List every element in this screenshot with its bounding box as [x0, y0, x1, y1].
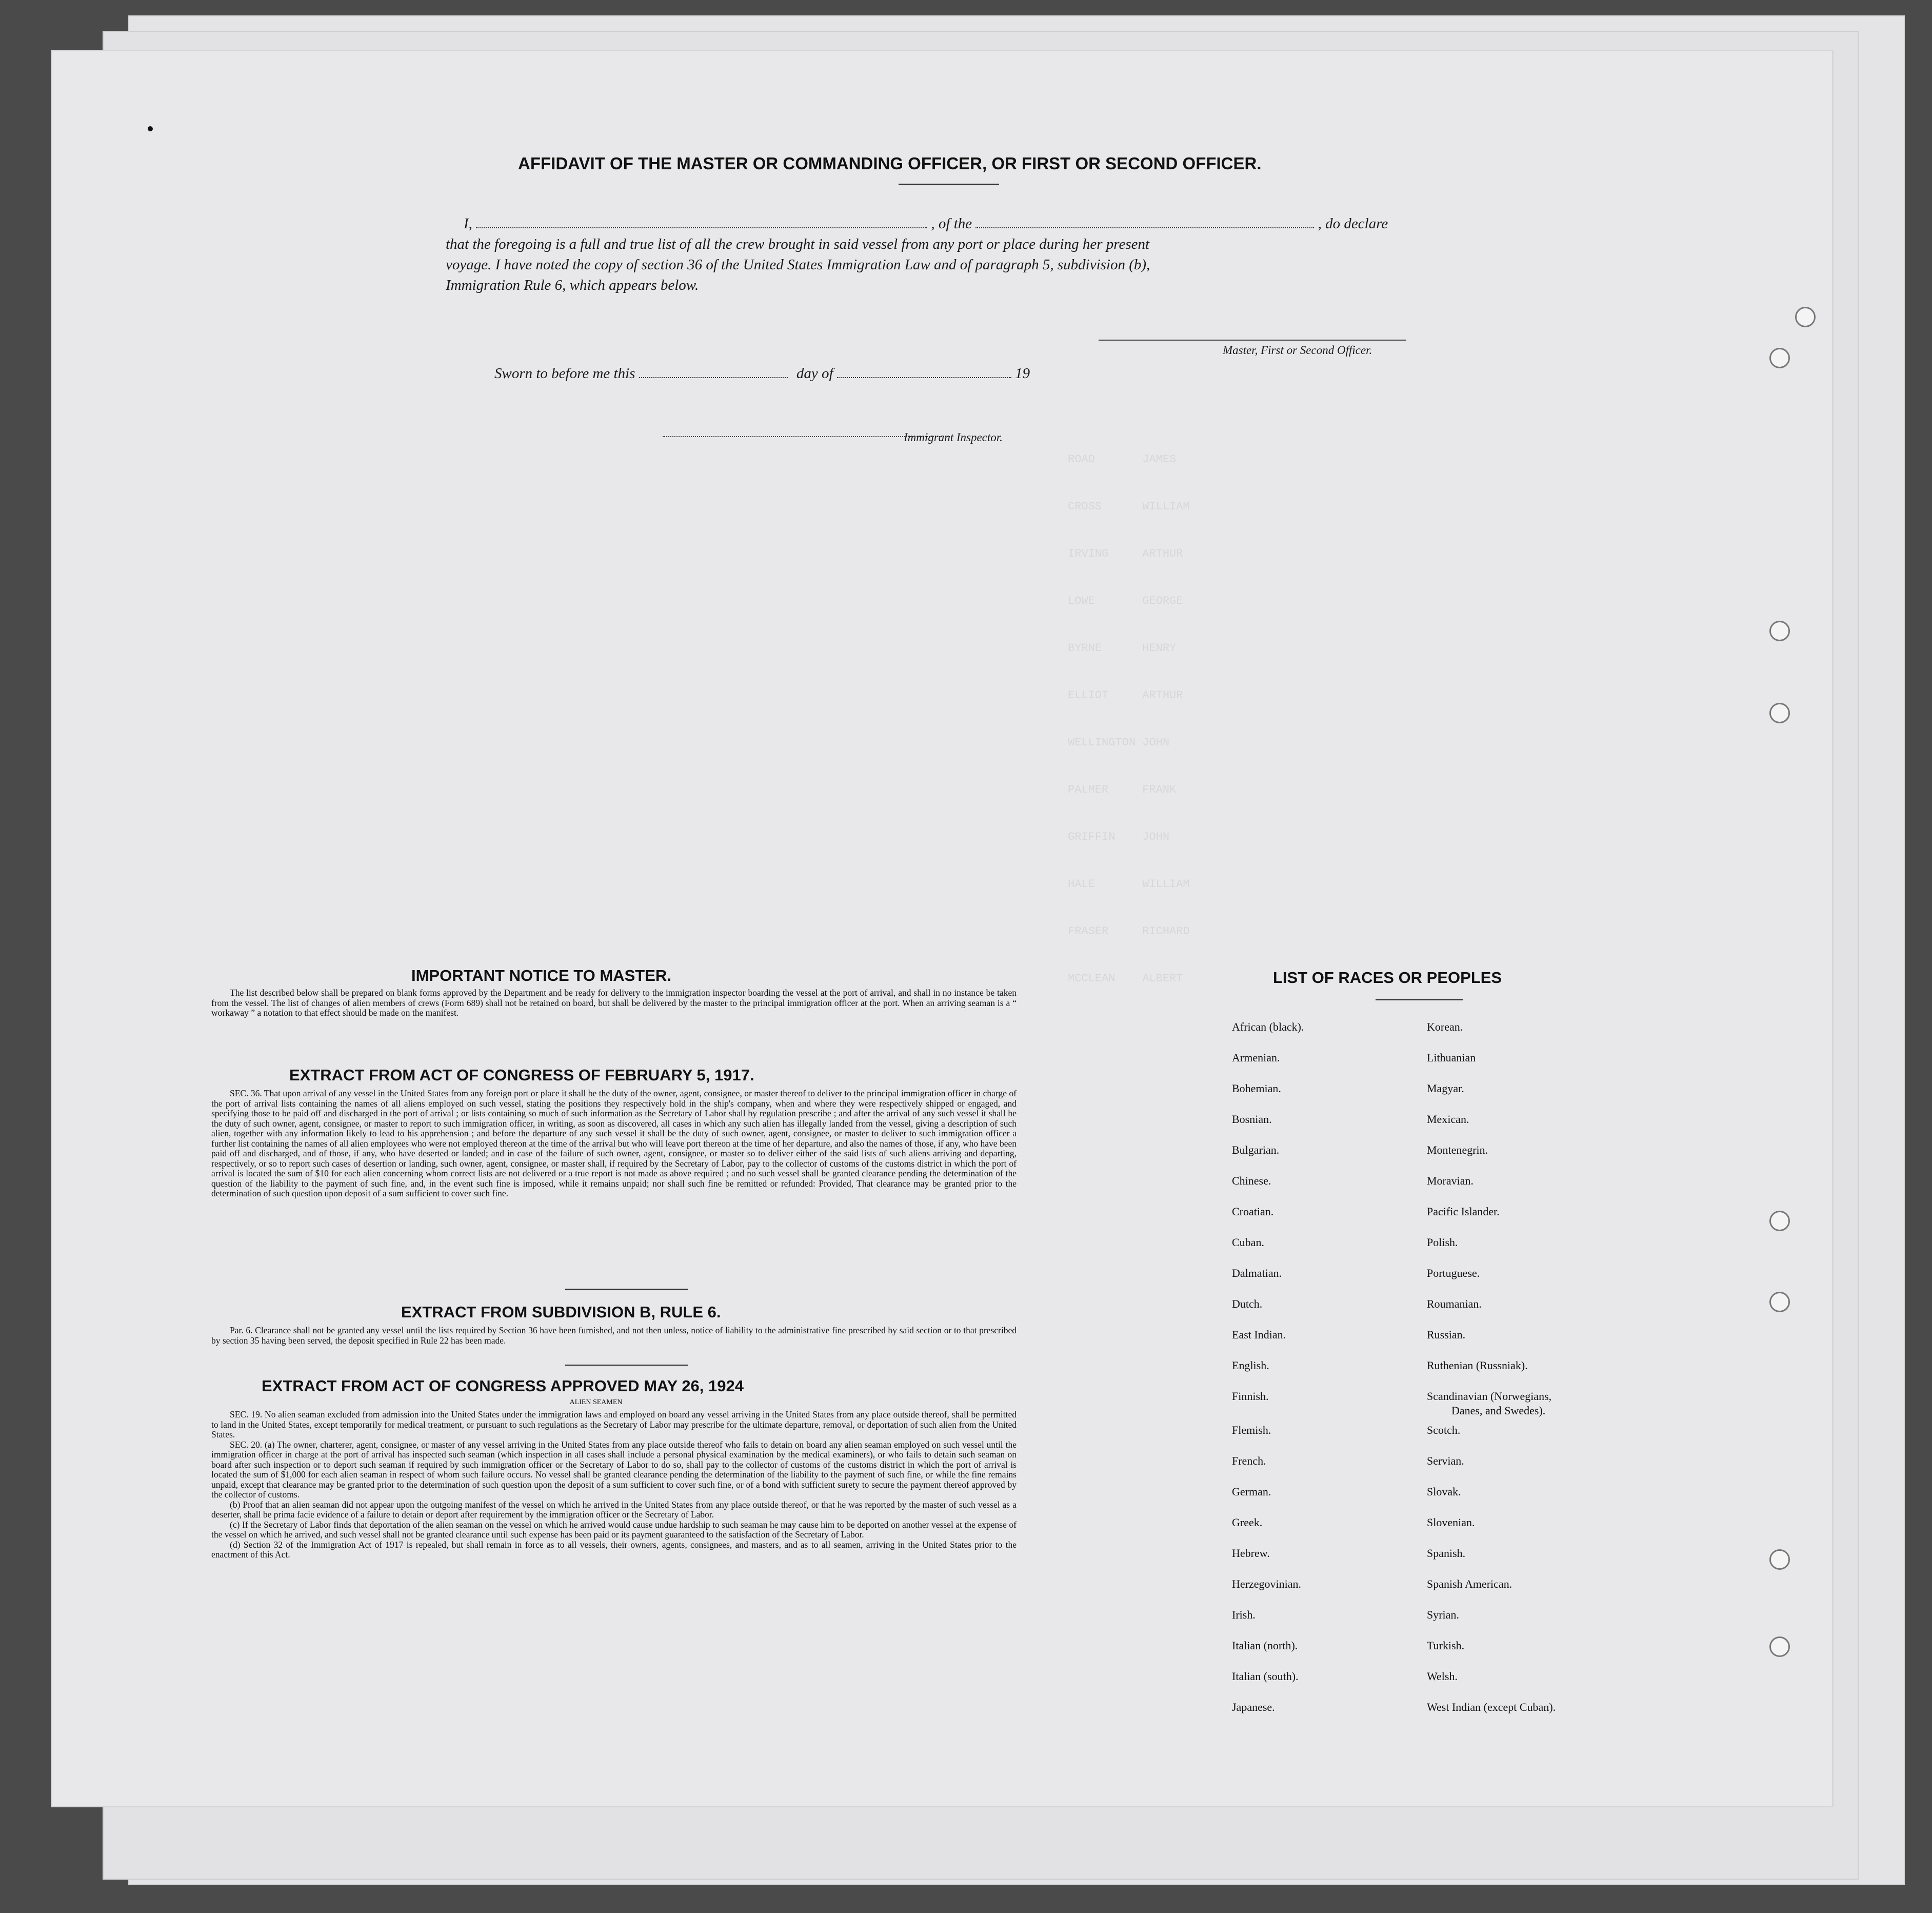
- race-item: Armenian.: [1232, 1051, 1280, 1064]
- race-item: [1427, 1389, 1556, 1423]
- extract-1924-paragraph: (b) Proof that an alien seaman did not appear upon the outgoing manifest of the vessel on which he arrived in the United States from any place outside thereof, or that he was reported by the master of such vessel as a deserter, shall be prima facie evidence of a failure to detain or deport after requirement by the immigration officer or the Secretary of Labor.: [211, 1499, 1017, 1520]
- extract-1917-paragraph: SEC. 36. That upon arrival of any vessel in the United States from any foreign port or place it shall be the duty of the owner, agent, consignee, or master thereof to deliver to the principal immigration officer in charge of the port of arrival lists containing the names of all aliens employed on such vessel, stating the positions they respectively hold in the ship's company, when and where they were respectively shipped or engaged, and specifying those to be paid off and discharged in the port of arrival ; or lists containing so much of such information as the Secretary of Labor shall by regulation prescribe ; and after the arrival of any such vessel it shall be the duty of such owner, agent, consignee, or master to report to such immigration officer, in writing, as soon as discovered, all cases in which any such alien has illegally landed from the vessel, giving a description of such alien, together with any information likely to lead to his apprehension ; and before the departure of any such vessel it shall be the duty of such owner, agent, consignee, or master to deliver to such immigration officer a further list containing the names of all alien employees who were not employed thereon at the time of the arrival but who will leave port thereon at the time of her departure, and also the names of those, if any, who have been paid off and discharged, and of those, if any, who have deserted or landed; and in case of the failure of such owner, agent, consignee, or master so to deliver either of the said lists of such aliens arriving and departing, respectively, or so to report such cases of desertion or landing, such owner, agent, consignee, or master shall, if required by the Secretary of Labor, pay to the collector of customs of the customs district in which the port of arrival is located the sum of $10 for each alien concerning whom correct lists are not delivered or a true report is not made as above required ; and no such vessel shall be granted clearance pending the determination of the question of the liability to the payment of such fine, and, in the event such fine is imposed, while it remains unpaid; nor shall such fine be remitted or refunded: Provided, That clearance may be granted prior to the determination of such question upon deposit of a sum sufficient to cover such fine.: [211, 1088, 1017, 1198]
- ink-mark: [148, 126, 153, 131]
- race-item: Servian.: [1427, 1454, 1464, 1467]
- extract-1924-paragraph: (d) Section 32 of the Immigration Act of 1917 is repealed, but shall remain in force as to all vessels, their owners, agents, consignees, and masters, and as to all seamen, arriving in the United States prior to the enactment of this Act.: [211, 1539, 1017, 1560]
- binder-hole: [1769, 1292, 1790, 1312]
- race-item-continuation: Danes, and Swedes).: [1451, 1404, 1546, 1417]
- race-item: Lithuanian: [1427, 1051, 1476, 1064]
- section-divider: [565, 1365, 688, 1366]
- affidavit-line-4: Immigration Rule 6, which appears below.: [446, 277, 699, 293]
- race-item: Scotch.: [1427, 1424, 1461, 1436]
- race-item: Ruthenian (Russniak).: [1427, 1359, 1528, 1372]
- race-item: Greek.: [1232, 1516, 1263, 1529]
- extract-rule6-paragraph: Par. 6. Clearance shall not be granted any vessel until the lists required by Section 36 have been furnished, and not then unless, notice of liability to the administrative fine prescribed by said section or to that prescribed by section 35 having been served, the deposit specified in Rule 22 has been made.: [211, 1325, 1017, 1346]
- race-item: Irish.: [1232, 1608, 1256, 1621]
- binder-hole: [1769, 1211, 1790, 1231]
- race-item: Magyar.: [1427, 1082, 1464, 1095]
- race-item: Chinese.: [1232, 1174, 1271, 1187]
- races-left-column: [1232, 1020, 1304, 1731]
- race-item: Turkish.: [1427, 1639, 1465, 1652]
- extract-1917-title: EXTRACT FROM ACT OF CONGRESS OF FEBRUARY 5, 1917.: [289, 1066, 754, 1084]
- race-item: Italian (south).: [1232, 1670, 1299, 1683]
- affidavit-line-2: that the foregoing is a full and true list of all the crew brought in said vessel from any port or place during her present: [446, 236, 1150, 252]
- extract-1924-paragraph: (c) If the Secretary of Labor finds that deportation of the alien seaman on the vessel on which he arrived would cause undue hardship to such seaman he may cause him to be deported on another vessel at the expense of the vessel on which he arrived, and such vessel shall not be granted clearance until such expense has been paid or its payment guaranteed to the satisfaction of the Secretary of Labor.: [211, 1519, 1017, 1540]
- bleed-through-ghost: ROAD JAMES CROSS WILLIAM IRVING ARTHUR LOWE GEORGE BYRNE HENRY ELLIOT ARTHUR WELLINGTON JOHN PALMER FRANK GRIFFIN JOHN HALE WILLIAM FRASER RICHARD MCCLEAN ALBERT: [1068, 453, 1461, 985]
- race-item: Moravian.: [1427, 1174, 1474, 1187]
- race-item: East Indian.: [1232, 1328, 1286, 1341]
- extract-1917-text: [211, 1089, 1017, 1199]
- notice-paragraph: The list described below shall be prepared on blank forms approved by the Department and be ready for delivery to the immigration inspector boarding the vessel at the port of arrival, and shall in no instance be taken from the vessel. The list of changes of alien members of crews (Form 689) shall not be retained on board, but shall be delivered by the master to the principal immigration officer at the port. When an arriving seaman is a “ workaway ” a notation to that effect should be made on the manifest.: [211, 988, 1017, 1018]
- race-item: Syrian.: [1427, 1608, 1459, 1621]
- race-item: Italian (north).: [1232, 1639, 1298, 1652]
- sworn-line: [494, 363, 1030, 384]
- section-divider: [565, 1289, 688, 1290]
- races-right-column: [1427, 1020, 1556, 1731]
- race-item: Pacific Islander.: [1427, 1205, 1500, 1218]
- master-signature-label: Master, First or Second Officer.: [1223, 344, 1372, 357]
- extract-1924-paragraph: SEC. 19. No alien seaman excluded from admission into the United States under the immigration laws and employed on board any vessel arriving in the United States from any place outside thereof, shall be permitted to land in the United States, except temporarily for medical treatment, or pursuant to such regulations as the Secretary of Labor may prescribe for the ultimate departure, removal, or deportation of such alien from the United States.: [211, 1409, 1017, 1439]
- vessel-field[interactable]: [975, 227, 1314, 228]
- master-signature-line[interactable]: [1099, 340, 1406, 341]
- binder-hole: [1795, 307, 1816, 327]
- inspector-label: Immigrant Inspector.: [904, 431, 1003, 444]
- race-item: Croatian.: [1232, 1205, 1274, 1218]
- race-item: Bulgarian.: [1232, 1143, 1280, 1156]
- affidavit-declare: , do declare: [1318, 215, 1388, 232]
- race-item: Herzegovinian.: [1232, 1577, 1301, 1590]
- affidavit-of-the: , of the: [931, 215, 972, 232]
- race-item: African (black).: [1232, 1020, 1304, 1033]
- affidavit-line-3: voyage. I have noted the copy of section 36 of the United States Immigration Law and of paragraph 5, subdivision (b),: [446, 257, 1150, 273]
- binder-hole: [1769, 621, 1790, 641]
- race-item: Cuban.: [1232, 1236, 1264, 1249]
- race-item: Bosnian.: [1232, 1113, 1272, 1126]
- race-item: Slovak.: [1427, 1485, 1461, 1498]
- sworn-day-of: day of: [796, 365, 833, 382]
- affidavit-title: AFFIDAVIT OF THE MASTER OR COMMANDING OFFICER, OR FIRST OR SECOND OFFICER.: [518, 154, 1262, 173]
- race-item: Mexican.: [1427, 1113, 1469, 1126]
- notice-text: [211, 988, 1017, 1018]
- extract-1924-subtitle: ALIEN SEAMEN: [569, 1398, 623, 1406]
- race-item: Welsh.: [1427, 1670, 1458, 1683]
- name-field[interactable]: [476, 227, 927, 228]
- form-page: [52, 51, 1832, 1806]
- sworn-year: 19: [1015, 365, 1030, 382]
- race-item-line: Scandinavian (Norwegians,: [1427, 1390, 1552, 1403]
- race-item: Korean.: [1427, 1020, 1463, 1033]
- race-item: West Indian (except Cuban).: [1427, 1701, 1556, 1713]
- race-item: Hebrew.: [1232, 1547, 1270, 1560]
- race-item: French.: [1232, 1454, 1266, 1467]
- race-item: Dalmatian.: [1232, 1267, 1282, 1279]
- race-item: Montenegrin.: [1427, 1143, 1488, 1156]
- sworn-text: Sworn to before me this: [494, 365, 635, 382]
- binder-hole: [1769, 1549, 1790, 1570]
- race-item: Slovenian.: [1427, 1516, 1475, 1529]
- race-item: Spanish.: [1427, 1547, 1466, 1560]
- race-item: Spanish American.: [1427, 1577, 1512, 1590]
- sworn-day-field[interactable]: [639, 377, 788, 378]
- extract-rule6-text: [211, 1326, 1017, 1346]
- race-item: Polish.: [1427, 1236, 1458, 1249]
- race-item: Flemish.: [1232, 1424, 1271, 1436]
- races-title: LIST OF RACES OR PEOPLES: [1273, 969, 1502, 987]
- race-item: Portuguese.: [1427, 1267, 1480, 1279]
- extract-1924-text: [211, 1410, 1017, 1560]
- affidavit-declaration: [446, 213, 1502, 295]
- race-item: Bohemian.: [1232, 1082, 1281, 1095]
- race-item: Finnish.: [1232, 1390, 1269, 1403]
- races-title-rule: [1376, 999, 1463, 1000]
- race-item: Russian.: [1427, 1328, 1466, 1341]
- race-item: Japanese.: [1232, 1701, 1275, 1713]
- extract-rule6-title: EXTRACT FROM SUBDIVISION B, RULE 6.: [401, 1303, 721, 1321]
- affidavit-i: I,: [464, 215, 472, 232]
- extract-1924-title: EXTRACT FROM ACT OF CONGRESS APPROVED MAY 26, 1924: [262, 1377, 744, 1395]
- notice-title: IMPORTANT NOTICE TO MASTER.: [411, 967, 671, 984]
- sworn-month-field[interactable]: [837, 377, 1011, 378]
- race-item: German.: [1232, 1485, 1271, 1498]
- binder-hole: [1769, 348, 1790, 368]
- race-item: Roumanian.: [1427, 1297, 1482, 1310]
- binder-hole: [1769, 1636, 1790, 1657]
- race-item: English.: [1232, 1359, 1269, 1372]
- extract-1924-paragraph: SEC. 20. (a) The owner, charterer, agent, consignee, or master of any vessel arriving in the United States from any place outside thereof who fails to detain on board any alien seaman employed on such vessel until the immigration officer in charge at the port of arrival has inspected such seaman (which inspection in all cases shall include a personal physical examination by the medical examiners), or who fails to detain such seaman on board after such inspection or to deport such seaman if required by such immigration officer or the Secretary of Labor to do so, shall pay to the collector of customs of the customs district in which the port of arrival is located the sum of $1,000 for each alien seaman in respect of whom such failure occurs. No vessel shall be granted clearance pending the determination of the liability to the payment of such fine, or while the fine remains unpaid, except that clearance may be granted prior to the determination of such question upon the deposit of a sum sufficient to cover such fine, or of a bond with sufficient surety to secure the payment thereof approved by the collector of customs.: [211, 1439, 1017, 1500]
- race-item: Dutch.: [1232, 1297, 1263, 1310]
- binder-hole: [1769, 703, 1790, 723]
- title-rule: [899, 184, 999, 185]
